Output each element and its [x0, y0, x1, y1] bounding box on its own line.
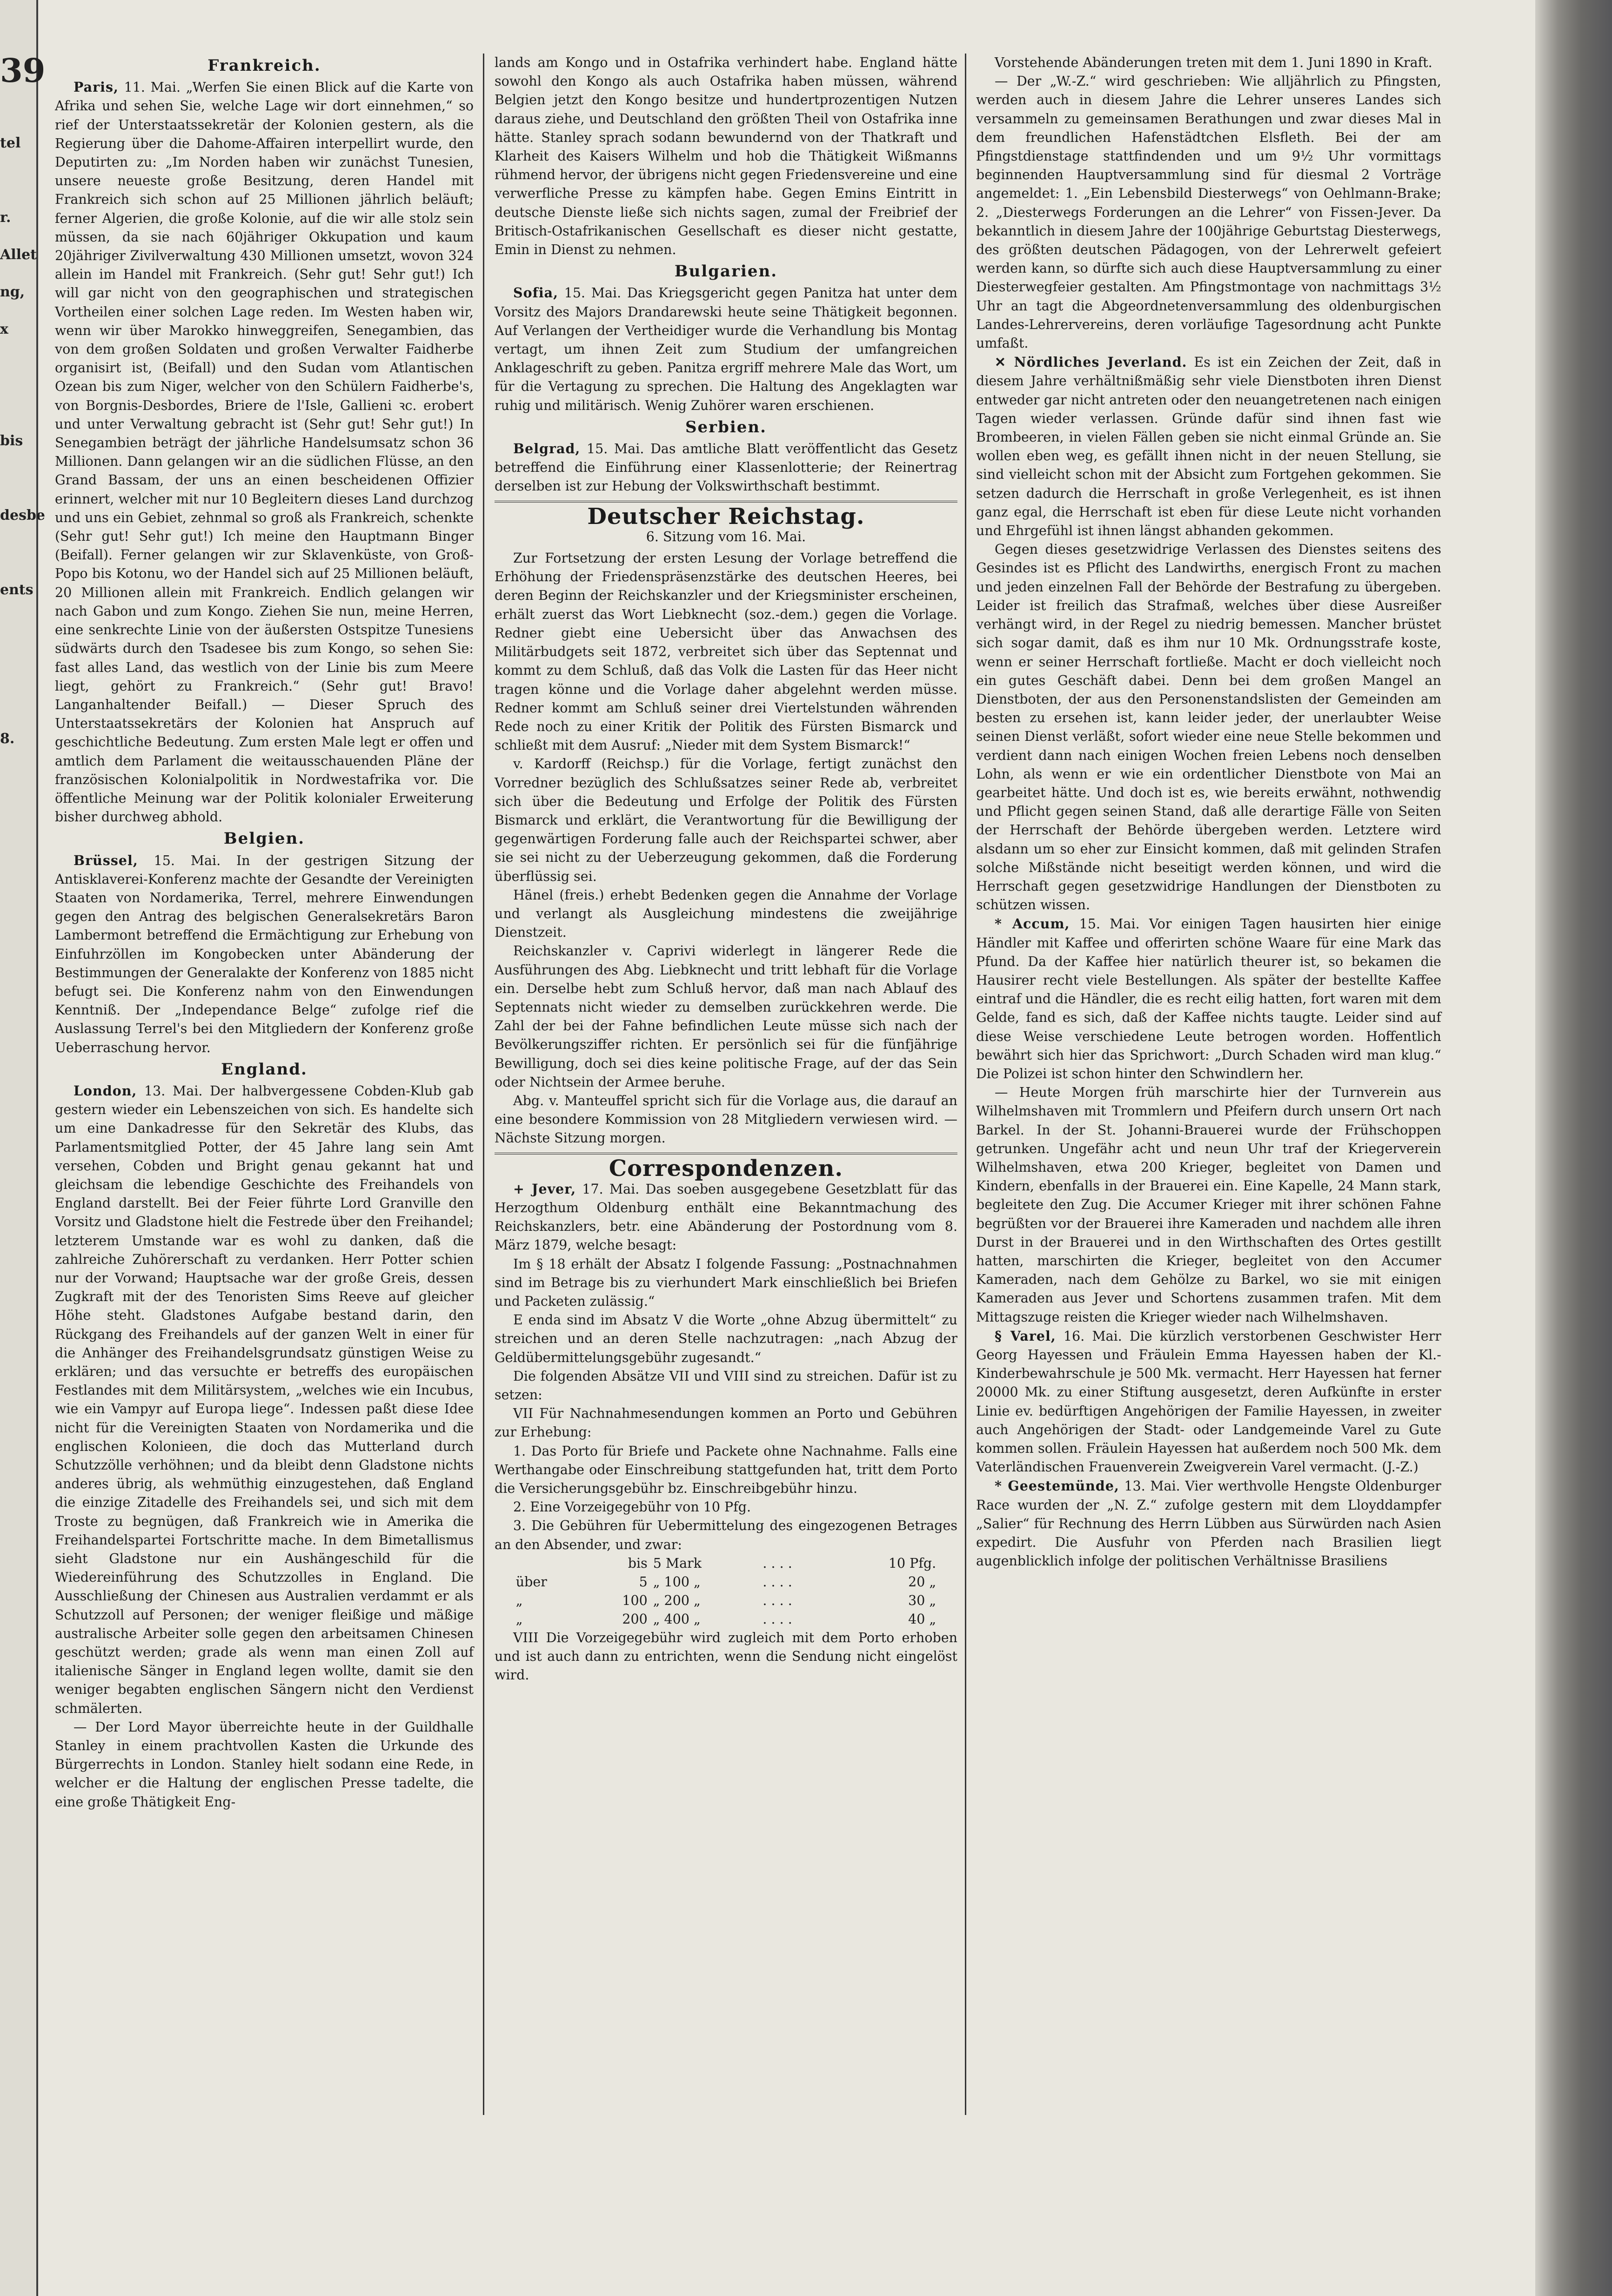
section-heading: Serbien.: [685, 417, 767, 436]
dateline: § Varel,: [995, 1328, 1056, 1344]
fee-cell: „ 100 „: [653, 1574, 701, 1590]
fee-row: [513, 1554, 939, 1573]
dateline: * Geestemünde,: [995, 1478, 1119, 1494]
paragraph-text: 15. Mai. Vor einigen Tagen hausirten hier einige Händler mit Kaffee und offerirten schöne Waare für eine Mark das Pfund. Da der Kaffee hier natürlich theurer ist, so bekamen die Hausirer recht viele Bestellungen. Als später der bestellte Kaffee eintraf und die Händler, die es recht eilig hatten, fort waren mit dem Gelde, fand es sich, daß der Kaffee nichts taugte. Leider sind auf diese Weise verschiedene Leute betrogen worden. Hoffentlich bewährt sich hier das Sprichwort: „Durch Schaden wird man klug.“ Die Polizei ist schon hinter den Schwindlern her.: [976, 916, 1441, 1081]
paragraph-text: 1. Das Porto für Briefe und Packete ohne Nachnahme. Falls eine Werthangabe oder Einschreibung stattgefunden hat, tritt dem Porto die Versicherungsgebühr bz. Einschreibgebühr hinzu.: [495, 1443, 957, 1497]
paragraph-text: — Der Lord Mayor überreichte heute in der Guildhalle Stanley in einem prachtvollen Kasten die Urkunde des Bürgerrechts in London. Stanley hielt sodann eine Rede, in welcher er die Haltung der englischen Presse tadelte, die eine große Thätigkeit Eng-: [55, 1719, 474, 1810]
fee-cell: „ 400 „: [653, 1611, 701, 1627]
article-paragraph: [976, 540, 1441, 914]
section-rule: [495, 501, 957, 503]
fee-cell: 5 Mark: [653, 1555, 702, 1571]
fee-row: [513, 1591, 939, 1610]
fee-cell: „ 200 „: [653, 1592, 701, 1608]
section-rule: [495, 1153, 957, 1155]
paragraph-text: Reichskanzler v. Caprivi widerlegt in längerer Rede die Ausführungen des Abg. Liebknecht und tritt lebhaft für die Vorlage ein. Derselbe hebt zum Schluß hervor, daß man nach Ablauf des Septennats nicht wieder zu demselben zurückkehren werde. Die Zahl der bei der Fahne befindlichen Leute müsse sich nach der Bevölkerungsziffer richten. Er persönlich sei für die fünfjährige Bewilligung, doch sei dies keine politische Frage, auf der das Sein oder Nichtsein der Armee beruhe.: [495, 943, 957, 1090]
paragraph-text: Zur Fortsetzung der ersten Lesung der Vorlage betreffend die Erhöhung der Friedenspräsenzstärke des deutschen Heeres, bei deren Beginn der Reichskanzler und der Kriegsminister erscheinen, erhält zuerst das Wort Liebknecht (soz.-dem.) gegen die Vorlage. Redner giebt eine Uebersicht über das Anwachsen des Militärbudgets seit 1872, verbreitet sich über das Septennat und kommt zu dem Schluß, daß das Volk die Lasten für das Heer nicht tragen könne und die Vorlage daher abgelehnt werden müsse. Redner kommt am Schluß seiner drei Viertelstunden währenden Rede noch zu einer Kritik der Politik des Fürsten Bismarck und schließt mit dem Ausruf: „Nieder mit dem System Bismarck!“: [495, 551, 957, 753]
fee-cell: 30 „: [908, 1592, 936, 1608]
article-paragraph: [495, 1367, 957, 1404]
column-3: [976, 54, 1441, 1571]
article-paragraph: [495, 1180, 957, 1255]
article-paragraph: [495, 942, 957, 1092]
session-subtitle: 6. Sitzung vom 16. Mai.: [646, 529, 806, 544]
paragraph-text: Vorstehende Abänderungen treten mit dem 1. Juni 1890 in Kraft.: [995, 55, 1432, 70]
margin-fragment: Allet: [0, 247, 37, 263]
article-paragraph: [55, 851, 474, 1057]
article-paragraph: [495, 1442, 957, 1498]
fee-cell: 100: [622, 1592, 648, 1608]
dateline: Brüssel,: [74, 852, 138, 868]
paragraph-text: Die folgenden Absätze VII und VIII sind zu streichen. Dafür ist zu setzen:: [495, 1368, 957, 1403]
book-edge: [1535, 0, 1612, 2296]
article-paragraph: [495, 54, 957, 259]
fee-cell: 10 Pfg.: [888, 1555, 936, 1571]
dateline: Belgrad,: [513, 441, 581, 457]
margin-fragment: desbe: [0, 507, 46, 524]
fee-cell: 5: [639, 1574, 648, 1590]
paragraph-text: Gegen dieses gesetzwidrige Verlassen des Dienstes seitens des Gesindes ist es Pflicht des Landwirths, energisch Front zu machen und jeden einzelnen Fall der Behörde der Bestrafung zu übergeben. Leider ist freilich das Strafmaß, welches über diese Ausreißer verhängt wird, in der Regel zu niedrig bemessen. Mancher brüstet sich sogar damit, daß es ihm nur 10 Mk. Ordnungsstrafe koste, wenn er seiner Herrschaft fortließe. Macht er doch vielleicht noch ein gutes Geschäft dabei. Denn bei dem großen Mangel an Dienstboten, der aus den Personenstandslisten der Gemeinden am besten zu ersehen ist, kann leider jeder, der unerlaubter Weise seinen Dienst verläßt, sofort wieder eine neue Stelle bekommen und verdient dann nach einigen Wochen freien Lebens noch denselben Lohn, als wenn er wie ein ordentlicher Dienstbote von Mai an gearbeitet hätte. Und doch ist es, wie bereits erwähnt, nothwendig und Pflicht gegen seinen Stand, daß alle derartige Fälle von Seiten der Herrschaft der Behörde übergeben werden. Letztere wird alsdann um so eher zur Einsicht kommen, daß mit gelinden Strafen solche Mißstände nicht beseitigt werden können, und wird die Herrschaft gegen gesetzwidrige Handlungen der Dienstboten zu schützen wissen.: [976, 542, 1441, 913]
dateline: Sofia,: [513, 285, 559, 301]
paragraph-text: Hänel (freis.) erhebt Bedenken gegen die Annahme der Vorlage und verlangt als Ausgleichung mindestens die zweijährige Dienstzeit.: [495, 887, 957, 940]
fee-cell: 40 „: [908, 1611, 936, 1627]
column-2: [495, 54, 957, 1685]
article-paragraph: [495, 1311, 957, 1367]
dateline: + Jever,: [513, 1181, 576, 1197]
fee-cell: „: [515, 1611, 523, 1627]
fee-cell: . . . .: [763, 1574, 792, 1590]
margin-fragment: bis: [0, 433, 23, 449]
margin-fragment: tel: [0, 135, 21, 151]
paragraph-text: 15. Mai. Das amtliche Blatt veröffentlicht das Gesetz betreffend die Einführung einer Klassenlotterie; der Reinertrag derselben ist zur Hebung der Volkswirthschaft bestimmt.: [495, 441, 957, 494]
article-paragraph: [55, 1081, 474, 1718]
article-paragraph: [495, 1255, 957, 1311]
paragraph-text: Abg. v. Manteuffel spricht sich für die Vorlage aus, die darauf an eine besondere Kommission von 28 Mitgliedern verwiesen wird. — Nächste Sitzung morgen.: [495, 1093, 957, 1146]
margin-fragment: 8.: [0, 731, 15, 747]
paragraph-text: Im § 18 erhält der Absatz I folgende Fassung: „Postnachnahmen sind im Betrage bis zu vierhundert Mark einschließlich bei Briefen und Packeten zulässig.“: [495, 1256, 957, 1309]
fee-cell: 200: [622, 1611, 648, 1627]
column-divider: [483, 54, 484, 2115]
paragraph-text: 15. Mai. In der gestrigen Sitzung der Antisklaverei-Konferenz machte der Gesandte der Vereinigten Staaten von Nordamerika, Terrel, mehrere Einwendungen gegen den Antrag des belgischen Generalsekretärs Baron Lambermont betreffend die Ermächtigung zur Erhebung von Einfuhrzöllen im Kongobecken unter Abänderung der Bestimmungen der Generalakte der Konferenz von 1885 nicht befugt sei. Die Konferenz nahm von den Einwendungen Kenntniß. Der „Independance Belge“ zufolge rief die Auslassung Terrel's bei den Mitgliedern der Konferenz große Ueberraschung hervor.: [55, 853, 474, 1055]
section-heading: England.: [221, 1060, 308, 1079]
fee-cell: . . . .: [763, 1555, 792, 1571]
fee-cell: . . . .: [763, 1592, 792, 1608]
paragraph-text: VIII Die Vorzeigegebühr wird zugleich mit dem Porto erhoben und ist auch dann zu entrichten, wenn die Sendung nicht eingelöst wird.: [495, 1630, 957, 1683]
paragraph-text: 13. Mai. Vier werthvolle Hengste Oldenburger Race wurden der „N. Z.“ zufolge gestern mit dem Lloyddampfer „Salier“ für Rechnung des Herrn Lübben aus Sürwürden nach Asien expedirt. Die Ausfuhr von Pferden nach Brasilien liegt augenblicklich infolge der politischen Verhältnisse Brasiliens: [976, 1478, 1441, 1569]
article-paragraph: [495, 1517, 957, 1554]
section-title: Deutscher Reichstag.: [587, 503, 865, 530]
article-paragraph: [495, 1629, 957, 1685]
paragraph-text: 16. Mai. Die kürzlich verstorbenen Geschwister Herr Georg Hayessen und Fräulein Emma Hayessen haben der Kl.-Kinderbewahrschule je 500 Mk. vermacht. Herr Hayessen hat ferner 20000 Mk. zu einer Stiftung ausgesetzt, deren Aufkünfte in erster Linie ev. bedürftigen Angehörigen der Familie Hayessen, in zweiter auch Angehörigen der Stadt- oder Landgemeinde Varel zu Gute kommen sollen. Fräulein Hayessen hat außerdem noch 500 Mk. dem Vaterländischen Frauenverein Zweigverein Varel vermacht. (J.-Z.): [976, 1328, 1442, 1475]
fee-cell: über: [515, 1574, 547, 1590]
paragraph-text: lands am Kongo und in Ostafrika verhindert habe. England hätte sowohl den Kongo als auch Ostafrika haben müssen, während Belgien jetzt den Kongo besitze und hundertprozentigen Nutzen daraus ziehe, und Deutschland den größten Theil von Ostafrika inne hätte. Stanley sprach sodann bewundernd von der Thatkraft und Klarheit des Kaisers Wilhelm und hob die Thätigkeit Wißmanns rühmend hervor, der übrigens nicht gegen Friedensvereine und eine verwerfliche Presse zu kämpfen habe. Gegen Emins Eintritt in deutsche Dienste ließe sich nichts sagen, zumal der Freibrief der Britisch-Ostafrikanischen Gesellschaft es dieser nicht gestatte, Emin in Dienst zu nehmen.: [495, 55, 957, 258]
fee-cell: 20 „: [908, 1574, 936, 1590]
article-paragraph: [495, 283, 957, 415]
article-paragraph: [55, 78, 474, 826]
article-paragraph: [495, 886, 957, 942]
paragraph-text: v. Kardorff (Reichsp.) für die Vorlage, fertigt zunächst den Vorredner bezüglich des Schlußsatzes seiner Rede ab, verbreitet sich über die Bedeutung und Erfolge der Politik des Fürsten Bismarck und erklärt, die Verantwortung für die Bewilligung der gegenwärtigen Forderung falle auch der Reichspartei schwer, aber sie sei nicht zu der Ueberzeugung gekommen, daß die Forderung überflüssig sei.: [495, 756, 957, 884]
fee-row: [513, 1573, 939, 1591]
article-paragraph: [976, 72, 1441, 353]
dateline: * Accum,: [995, 916, 1070, 932]
article-paragraph: [495, 1498, 957, 1517]
dateline: ✕ Nördliches Jeverland.: [995, 354, 1187, 370]
column-divider: [965, 54, 966, 2115]
article-paragraph: [495, 1092, 957, 1148]
margin-fragment: x: [0, 321, 8, 337]
section-title: Correspondenzen.: [609, 1155, 843, 1182]
paragraph-text: Es ist ein Zeichen der Zeit, daß in diesem Jahre verhältnißmäßig sehr viele Dienstboten ihren Dienst entweder gar nicht antreten oder den neuangetretenen nach einigen Tagen wieder verlassen. Gründe dafür sind ihnen fast wie Brombeeren, in vielen Fällen geben sie nicht einmal Gründe an. Sie wollen eben weg, es gefällt ihnen nicht in der neuen Stellung, sie sind vielleicht schon mit der Absicht zum Fortgehen gekommen. Sie setzen dadurch die Herrschaft in große Verlegenheit, es ist ihnen ganz egal, die Herrschaft ist eben für diese Leute nicht vorhanden und Ehrgefühl ist ihnen längst abhanden gekommen.: [976, 355, 1441, 539]
section-heading: Belgien.: [223, 829, 305, 848]
margin-fragment: ng,: [0, 284, 25, 300]
article-paragraph: [976, 1083, 1441, 1327]
paragraph-text: — Heute Morgen früh marschirte hier der Turnverein aus Wilhelmshaven mit Trommlern und Pfeifern durch unsern Ort nach Barkel. In der St. Johanni-Brauerei wurde der Frühschoppen getrunken. Ungefähr acht und neun Uhr traf der Kriegerverein Wilhelmshaven, etwa 200 Krieger, begleitet von Damen und Kindern, ebenfalls in der Brauerei ein. Eine Kapelle, 24 Mann stark, begleitete den Zug. Die Accumer Krieger mit ihrer schönen Fahne begrüßten vor der Brauerei ihre Kameraden und nachdem alle ihren Durst in der Brauerei und in den Wirthschaften des Ortes gestillt hatten, marschirten die Krieger, begleitet von den Accumer Kameraden, nach dem Gehölze zu Barkel, wo sie mit einigen Kameraden aus Jever und Schortens zusammen trafen. Mit dem Mittagszuge reisten die Krieger wieder nach Wilhelmshaven.: [976, 1085, 1441, 1325]
paragraph-text: 2. Eine Vorzeigegebühr von 10 Pfg.: [513, 1499, 751, 1515]
paragraph-text: 15. Mai. Das Kriegsgericht gegen Panitza hat unter dem Vorsitz des Majors Drandarewski heute seine Thätigkeit begonnen. Auf Verlangen der Vertheidiger wurde die Verhandlung bis Montag vertagt, um ihnen Zeit zum Studium der umfangreichen Anklageschrift zu geben. Panitza ergriff mehrere Male das Wort, um für die Vertagung zu sprechen. Die Haltung des Angeklagten war ruhig und militärisch. Wenig Zuhörer waren erschienen.: [495, 285, 957, 413]
article-paragraph: [976, 914, 1441, 1083]
fee-cell: . . . .: [763, 1611, 792, 1627]
column-1: [55, 54, 474, 1812]
article-paragraph: [495, 439, 957, 496]
adjacent-page-strip: [0, 0, 46, 2296]
fee-cell: „: [515, 1592, 523, 1608]
paragraph-text: — Der „W.-Z.“ wird geschrieben: Wie alljährlich zu Pfingsten, werden auch in diesem Jahre die Lehrer unseres Landes sich versammeln zu gemeinsamen Berathungen und zwar dieses Mal in dem freundlichen Hafenstädtchen Elsfleth. Bei der am Pfingstdienstage stattfindenden und um 9½ Uhr vormittags beginnenden Hauptversammlung sind für diesmal 2 Vorträge angemeldet: 1. „Ein Lebensbild Diesterwegs“ von Oehlmann-Brake; 2. „Diesterwegs Forderungen an die Lehrer“ von Fissen-Jever. Da bekanntlich in diesem Jahre der 100jährige Geburtstag Diesterwegs, des größten deutschen Pädagogen, von der Lehrerwelt gefeiert werden kann, so dürfte sich auch diese Hauptversammlung zu einer Diesterwegfeier gestalten. Am Pfingstmontage von nachmittags 3½ Uhr an tagt die Abgeordnetenversammlung des oldenburgischen Landes-Lehrervereins, deren vorläufige Tagesordnung acht Punkte umfaßt.: [976, 74, 1441, 351]
margin-fragment: ents: [0, 582, 33, 598]
article-paragraph: [976, 353, 1441, 540]
paragraph-text: 11. Mai. „Werfen Sie einen Blick auf die Karte von Afrika und sehen Sie, welche Lage wir dort einnehmen,“ so rief der Unterstaatssekretär der Kolonien gestern, als die Regierung über die Dahome-Affairen interpellirt wurde, den Deputirten zu: „Im Norden haben wir zunächst Tunesien, unsere neueste große Besitzung, deren Handel mit Frankreich sich schon auf 25 Millionen jährlich beläuft; ferner Algerien, die große Kolonie, auf die wir alle stolz sein müssen, da sie nach 60jähriger Okkupation und kaum 20jähriger Zivilverwaltung 430 Millionen umsetzt, wovon 324 allein im Handel mit Frankreich. (Sehr gut! Sehr gut!) Ich will gar nicht von den geographischen und strategischen Vortheilen einer solchen Lage reden. Im Westen haben wir, wenn wir über Marokko hinweggreifen, Senegambien, das von dem großen Soldaten und großen Verwalter Faidherbe organisirt ist, (Beifall) und den Sudan vom Atlantischen Ozean bis zum Niger, welcher von den Schülern Faidherbe's, von Borgnis-Desbordes, Briere de l'Isle, Gallieni ꝛc. erobert und unter Verwaltung gebracht ist (Sehr gut! Sehr gut!) In Senegambien beträgt der jährliche Handelsumsatz schon 36 Millionen. Dann gelangen wir an die südlichen Flüsse, an den Grand Bassam, der uns an einen bescheidenen Offizier erinnert, welcher mit nur 10 Begleitern dieses Land durchzog und uns ein Gebiet, zehnmal so groß als Frankreich, schenkte (Sehr gut! Sehr gut!) Ich meine den Hauptmann Binger (Beifall). Ferner gelangen wir zur Sklavenküste, von Groß-Popo bis Kotonu, wo der Handel sich auf 25 Millionen beläuft, 20 Millionen allein mit Frankreich. Endlich gelangen wir nach Gabon und zum Kongo. Ziehen Sie nun, meine Herren, eine senkrechte Linie von der äußersten Ostspitze Tunesiens südwärts durch den Tsadesee bis zum Kongo, so sehen Sie: fast alles Land, das westlich von der Linie bis zum Meere liegt, gehört zu Frankreich.“ (Sehr gut! Bravo! Langanhaltender Beifall.) — Dieser Spruch des Unterstaatssekretärs der Kolonien hat Anspruch auf geschichtliche Bedeutung. Zum ersten Male legt er offen und amtlich dem Parlament die weitausschauenden Pläne der französischen Kolonialpolitik in Nordwestafrika vor. Die öffentliche Meinung war der Politik kolonialer Erweiterung bisher durchweg abhold.: [55, 80, 474, 825]
article-paragraph: [495, 755, 957, 886]
article-paragraph: [976, 54, 1441, 72]
fee-row: [513, 1610, 939, 1629]
fee-cell: bis: [628, 1555, 648, 1571]
paragraph-text: 17. Mai. Das soeben ausgegebene Gesetzblatt für das Herzogthum Oldenburg enthält eine Bekanntmachung des Reichskanzlers, betr. eine Abänderung der Postordnung vom 8. März 1879, welche besagt:: [495, 1181, 958, 1253]
fee-cell: [513, 1554, 588, 1573]
section-heading: Frankreich.: [207, 56, 321, 75]
paragraph-text: 3. Die Gebühren für Uebermittelung des eingezogenen Betrages an den Absender, und zwar:: [495, 1518, 957, 1552]
article-paragraph: [976, 1327, 1441, 1477]
article-paragraph: [495, 1404, 957, 1442]
paragraph-text: VII Für Nachnahmesendungen kommen an Porto und Gebühren zur Erhebung:: [495, 1406, 957, 1440]
dateline: London,: [74, 1082, 137, 1099]
paragraph-text: E enda sind im Absatz V die Worte „ohne Abzug übermittelt“ zu streichen und an deren Stelle nachzutragen: „nach Abzug der Geldübermittelungsgebühr zugesandt.“: [495, 1312, 957, 1365]
article-paragraph: [55, 1718, 474, 1812]
page-number: 39: [0, 51, 46, 90]
section-heading: Bulgarien.: [674, 262, 778, 281]
dateline: Paris,: [74, 79, 119, 95]
fee-table: [513, 1554, 939, 1629]
article-paragraph: [495, 549, 957, 755]
article-paragraph: [976, 1477, 1441, 1571]
margin-fragment: r.: [0, 209, 11, 226]
paragraph-text: 13. Mai. Der halbvergessene Cobden-Klub gab gestern wieder ein Lebenszeichen von sich. Es handelte sich um eine Dankadresse für den Sekretär des Klubs, das Parlamentsmitglied Potter, der 45 Jahre lang sein Amt versehen, Cobden und Bright genau gekannt hat und gleichsam die lebendige Geschichte des Freihandels von England darstellt. Bei der Feier führte Lord Granville den Vorsitz und Gladstone hielt die Festrede über den Freihandel; letzterem Umstande war es wohl zu danken, daß die zahlreiche Zuhörerschaft zu verdanken. Herr Potter schien nur der Vorwand; Hauptsache war der große Greis, dessen Zugkraft mit der des Tenoristen Sims Reeve auf gleicher Höhe steht. Gladstones Aufgabe bestand darin, den Rückgang des Freihandels auf der ganzen Welt in einer für die Anhänger des Freihandelsgrundsatz günstigen Weise zu erklären; und das versuchte er betreffs des europäischen Festlandes mit dem Militärsystem, „welches wie ein Incubus, wie ein Vampyr auf Europa liege“. Indessen paßt diese Idee nicht für die Vereinigten Staaten von Nordamerika und die englischen Kolonieen, die doch das Mutterland durch Schutzzölle verhöhnen; und da bleibt denn Gladstone nichts anderes übrig, als wehmüthig einzugestehen, daß England die einzige Zitadelle des Freihandels sei, und sich mit dem Troste zu begnügen, daß Frankreich wie in Amerika die Freihandelspartei Fortschritte mache. In dem Bimetallismus sieht Gladstone nur ein Aushängeschild für die Wiedereinführung des Schutzzolles in England. Die Ausschließung der Chinesen aus Australien verdammt er als Schutzzoll auf Personen; der weniger fleißige und mäßige australische Arbeiter solle gegen den arbeitsamen Chinesen geschützt werden; grade als wenn man einen Zoll auf italienische Sänger in England legen wollte, damit sie den weniger begabten englischen Sängern nicht den Verdienst schmälerten.: [55, 1083, 474, 1716]
